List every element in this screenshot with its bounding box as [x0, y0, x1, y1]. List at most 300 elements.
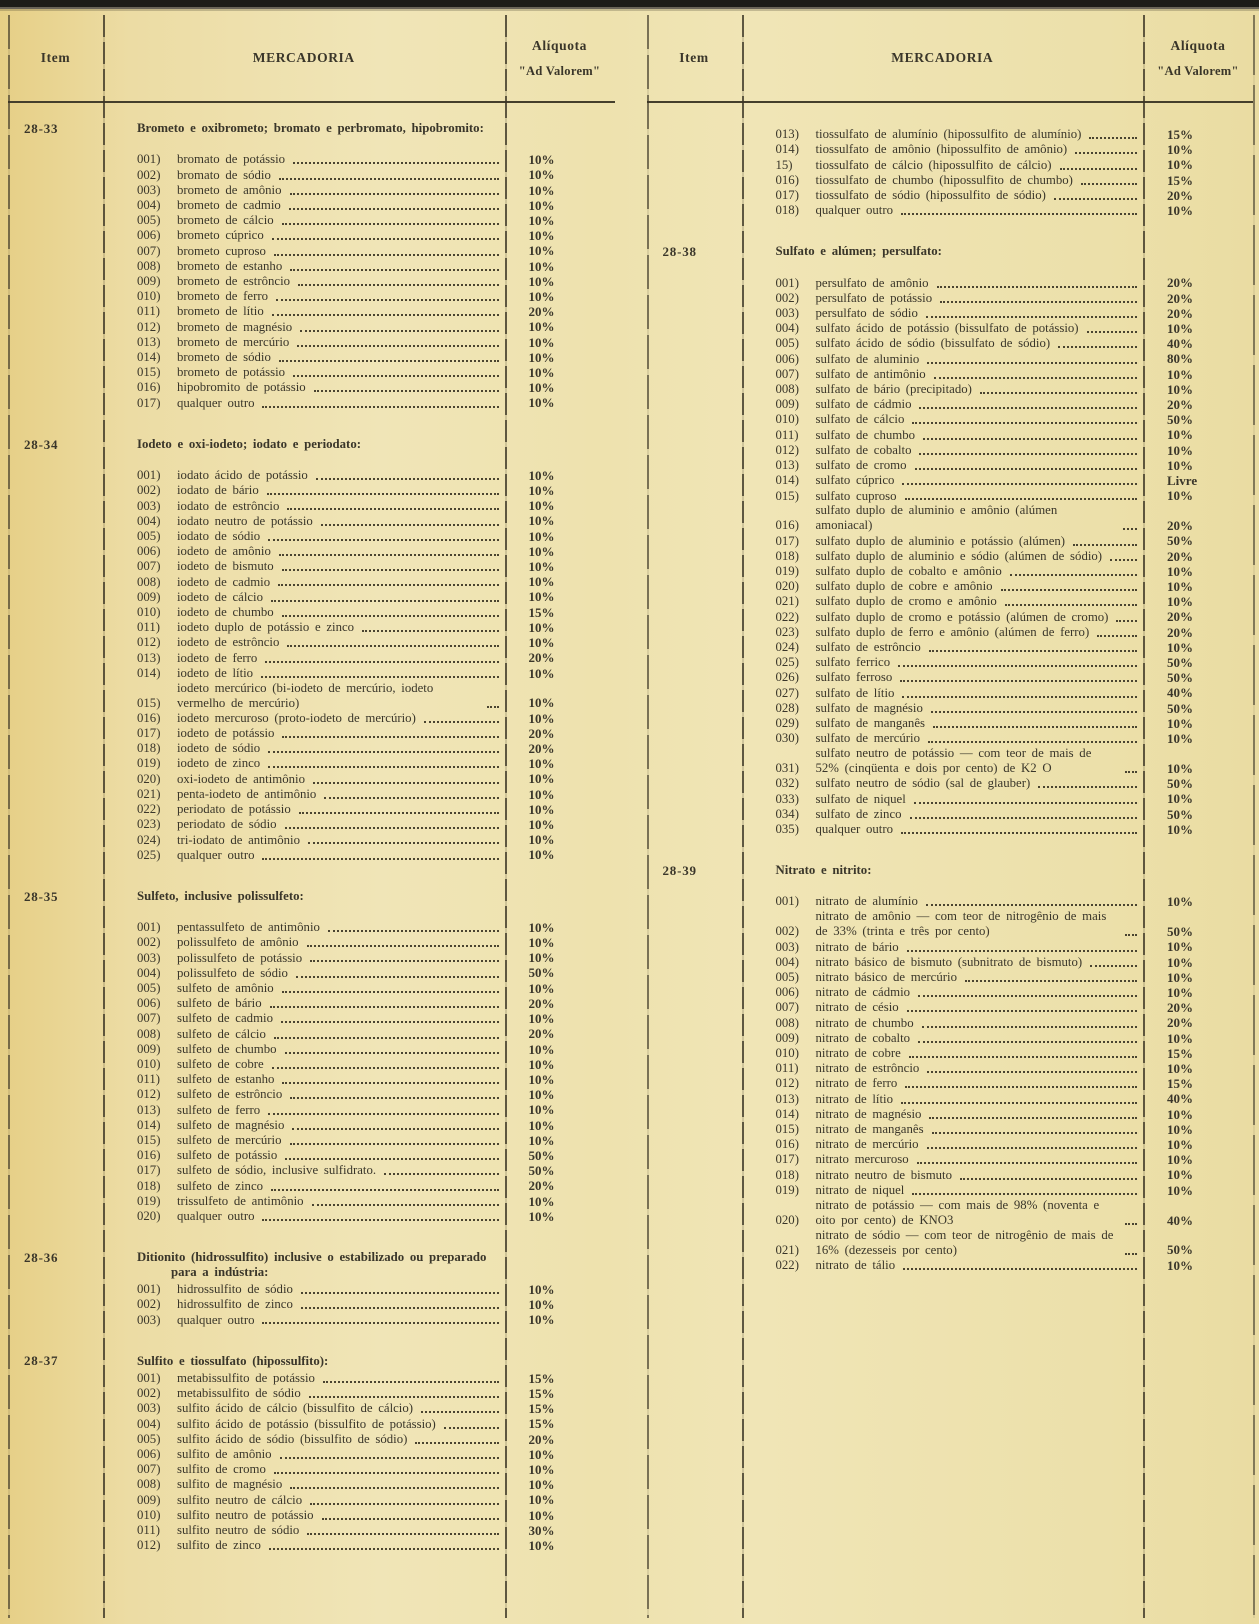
dot-leader: [900, 680, 1137, 682]
dot-leader: [912, 1193, 1137, 1195]
section-header-row: [8, 1250, 615, 1280]
table-row: [647, 1167, 1254, 1182]
row-merc-cell: [103, 848, 505, 863]
dot-leader: [914, 802, 1137, 804]
row-rate: 10%: [528, 1132, 555, 1148]
row-description: sulfito ácido de potássio (bissulfito de potássio): [177, 1416, 436, 1431]
dot-leader: [907, 950, 1137, 952]
section-title: [103, 121, 505, 136]
row-description: hidrossulfito de sódio: [177, 1282, 293, 1297]
row-description: brometo de ferro: [177, 289, 268, 304]
row-description: nitrato mercuroso: [815, 1152, 909, 1167]
row-merc-cell: [103, 1477, 505, 1492]
dot-leader: [285, 1052, 499, 1054]
row-description: trissulfeto de antimônio: [177, 1193, 304, 1208]
dot-leader: [261, 676, 498, 678]
row-merc-cell: [103, 1148, 505, 1163]
row-description: iodeto de estrôncio: [177, 635, 280, 650]
row-rate: 20%: [528, 995, 555, 1011]
row-rate: 10%: [528, 1102, 555, 1118]
dot-leader: [324, 797, 498, 799]
row-rate: 10%: [528, 919, 555, 935]
dot-leader: [278, 584, 498, 586]
row-rate: 50%: [1167, 670, 1193, 686]
row-description: metabissulfito de sódio: [177, 1386, 301, 1401]
row-number: 015): [137, 1132, 161, 1147]
dot-leader: [965, 980, 1137, 982]
dot-leader: [271, 600, 498, 602]
row-description: sulfito neutro de sódio: [177, 1522, 300, 1537]
row-description: nitrato de lítio: [815, 1091, 894, 1106]
row-merc-cell: [742, 1061, 1144, 1076]
row-description: brometo de sódio: [177, 350, 271, 365]
row-merc-cell: [103, 802, 505, 817]
row-description: pentassulfeto de antimônio: [177, 920, 320, 935]
row-rate: 10%: [528, 1492, 555, 1508]
table-row: [647, 807, 1254, 822]
table-row: [8, 198, 615, 213]
dot-leader: [307, 945, 499, 947]
row-description: sulfato ferroso: [815, 670, 893, 685]
row-rate: 40%: [1167, 1212, 1193, 1228]
row-merc-cell: [742, 1016, 1144, 1031]
dot-leader: [487, 706, 499, 708]
row-rate: 10%: [528, 589, 555, 605]
dot-leader: [1054, 198, 1137, 200]
row-rate: 10%: [1167, 939, 1193, 955]
section-code: 28-38: [662, 244, 697, 260]
row-rate: 10%: [528, 1281, 555, 1297]
row-description: nitrato de cádmio: [815, 985, 911, 1000]
section-items: [8, 468, 615, 863]
dot-leader: [290, 1097, 498, 1099]
table-row: [647, 1046, 1254, 1061]
row-merc-cell: [742, 655, 1144, 670]
section-title: [742, 244, 1144, 259]
row-number: 019): [137, 756, 161, 771]
row-description: iodeto de potássio: [177, 726, 275, 741]
table-row: [8, 1416, 615, 1431]
dot-leader: [927, 1147, 1137, 1149]
row-description: qualquer outro: [177, 847, 255, 862]
row-number: 004): [775, 321, 799, 336]
row-merc-cell: [103, 756, 505, 771]
dot-leader: [292, 1128, 498, 1130]
section-title: [103, 437, 505, 452]
section-header-row: [8, 889, 615, 904]
row-merc-cell: [103, 741, 505, 756]
table-row: [647, 1137, 1254, 1152]
row-rate: 10%: [528, 167, 555, 183]
row-rate: 20%: [528, 1178, 555, 1194]
row-rate: 10%: [1167, 1182, 1193, 1198]
row-rate: 15%: [528, 1385, 555, 1401]
row-rate: 10%: [1167, 142, 1193, 158]
row-merc-cell: [742, 955, 1144, 970]
row-rate: 10%: [528, 695, 555, 711]
row-number: 007): [137, 1462, 161, 1477]
row-merc-cell: [103, 817, 505, 832]
row-number: 013): [775, 458, 799, 473]
left-table-outer-rule: [8, 15, 10, 1618]
right-table-edge-rule: [1253, 15, 1255, 1618]
row-rate: 50%: [1167, 1242, 1193, 1258]
table-row: [647, 549, 1254, 564]
row-number: 011): [137, 1522, 160, 1537]
row-number: 029): [775, 716, 799, 731]
row-description: nitrato de cobalto: [815, 1030, 911, 1045]
row-merc-cell: [103, 559, 505, 574]
table-row: [647, 427, 1254, 442]
row-description: sulfato de magnésio: [815, 700, 923, 715]
dot-leader: [901, 1102, 1137, 1104]
row-number: 022): [775, 609, 799, 624]
row-merc-cell: [742, 412, 1144, 427]
dot-leader: [903, 1268, 1137, 1270]
table-row: [8, 1133, 615, 1148]
dot-leader: [1125, 934, 1137, 936]
row-description: sulfato ácido de potássio (bissulfato de potássio): [815, 321, 1079, 336]
row-number: 008): [137, 1477, 161, 1492]
row-merc-cell: [103, 365, 505, 380]
row-rate: 10%: [528, 498, 555, 514]
row-merc-cell: [103, 198, 505, 213]
dot-leader: [267, 493, 499, 495]
row-description: nitrato de cobre: [815, 1046, 901, 1060]
left-table-header: [8, 11, 615, 103]
row-rate: 20%: [1167, 518, 1193, 534]
dot-leader: [270, 1006, 499, 1008]
row-number: 007): [137, 559, 161, 574]
row-description: sulfato de antimônio: [815, 366, 926, 381]
row-merc-cell: [103, 529, 505, 544]
dot-leader: [268, 1113, 498, 1115]
row-description: sulfato ferrico: [815, 655, 891, 670]
table-row: [8, 920, 615, 935]
row-description: tiossulfato de sódio (hipossulfito de sódio): [815, 188, 1046, 203]
row-rate: 20%: [1167, 624, 1193, 640]
row-rate: 10%: [528, 243, 555, 259]
row-merc-cell: [103, 320, 505, 335]
row-rate: 10%: [528, 950, 555, 966]
row-rate: 10%: [1167, 954, 1193, 970]
dot-leader: [931, 711, 1137, 713]
row-merc-cell: [103, 350, 505, 365]
dot-leader: [298, 284, 498, 286]
row-description: sulfeto de amônio: [177, 980, 274, 995]
table-row: [647, 291, 1254, 306]
row-description: sulfato de cádmio: [815, 397, 912, 412]
row-rate: 10%: [528, 847, 555, 863]
dot-leader: [1038, 786, 1137, 788]
row-number: 15): [775, 157, 793, 172]
row-description: iodeto de amônio: [177, 544, 271, 559]
row-number: 007): [775, 1000, 799, 1015]
table-row: [8, 771, 615, 786]
row-rate: 50%: [1167, 533, 1193, 549]
row-description: sulfato duplo de ferro e amônio (alúmen de ferro): [815, 624, 1090, 639]
table-row: [8, 304, 615, 319]
row-merc-cell: [742, 1168, 1144, 1183]
row-number: 010): [775, 1046, 799, 1060]
row-merc-cell: [103, 483, 505, 498]
row-description: sulfeto de sódio, inclusive sulfidrato.: [177, 1163, 377, 1178]
table-row: [647, 503, 1254, 533]
row-number: 011): [137, 1072, 160, 1087]
table-row: [647, 397, 1254, 412]
row-merc-cell: [742, 909, 1144, 939]
row-merc-cell: [742, 807, 1144, 822]
table-row: [8, 1508, 615, 1523]
row-description: sulfato neutro de potássio — com teor de mais de 52% (cinqüenta e dois por cento) de K2 O: [815, 746, 1092, 776]
row-merc-cell: [742, 503, 1144, 533]
row-number: 009): [137, 1492, 161, 1507]
row-number: 019): [775, 1182, 799, 1197]
row-rate: 10%: [528, 1477, 555, 1493]
dot-leader: [1089, 137, 1137, 139]
row-description: sulfato duplo de cobalto e amônio: [815, 564, 1002, 579]
row-rate: 10%: [528, 756, 555, 772]
row-merc-cell: [742, 306, 1144, 321]
row-merc-cell: [742, 276, 1144, 291]
table-row: [8, 802, 615, 817]
row-rate: 10%: [1167, 821, 1193, 837]
dot-leader: [919, 453, 1137, 455]
row-merc-cell: [742, 1000, 1144, 1015]
dot-leader: [932, 1132, 1137, 1134]
row-number: 016): [137, 710, 161, 725]
row-number: 007): [137, 243, 161, 258]
table-row: [8, 483, 615, 498]
col-header-aliquota-line1: Alíquota: [531, 37, 588, 53]
row-merc-cell: [742, 142, 1144, 157]
row-description: qualquer outro: [177, 395, 255, 410]
row-merc-cell: [742, 716, 1144, 731]
row-merc-cell: [742, 625, 1144, 640]
dot-leader: [308, 842, 499, 844]
section-header-row: [647, 244, 1254, 259]
row-merc-cell: [103, 304, 505, 319]
row-description: brometo de lítio: [177, 304, 264, 319]
dot-leader: [980, 392, 1137, 394]
table-row: [8, 365, 615, 380]
row-description: polissulfeto de potássio: [177, 950, 303, 965]
dot-leader: [285, 827, 499, 829]
row-number: 009): [775, 397, 799, 412]
table-row: [647, 746, 1254, 776]
row-number: 014): [137, 1117, 161, 1132]
row-rate: 10%: [528, 935, 555, 951]
row-description: sulfeto de zinco: [177, 1178, 264, 1193]
dot-leader: [314, 390, 499, 392]
row-number: 017): [775, 188, 799, 203]
dot-leader: [279, 554, 499, 556]
row-description: iodato ácido de potássio: [177, 468, 308, 483]
row-rate: 10%: [528, 1087, 555, 1103]
row-merc-cell: [742, 594, 1144, 609]
row-number: 003): [137, 182, 161, 197]
table-row: [647, 275, 1254, 290]
table-row: [647, 939, 1254, 954]
dot-leader: [307, 1533, 498, 1535]
row-number: 021): [775, 1242, 799, 1257]
row-rate: 10%: [1167, 1257, 1193, 1273]
row-description: sulfito de magnésio: [177, 1477, 283, 1492]
row-number: 002): [137, 483, 161, 498]
right-table-body: [647, 103, 1254, 1273]
row-merc-cell: [103, 620, 505, 635]
dot-leader: [310, 960, 498, 962]
row-rate: 10%: [528, 1537, 555, 1553]
row-number: 017): [775, 1152, 799, 1167]
row-description: nitrato de potássio — com mais de 98% (noventa e oito por cento) de KNO3: [815, 1197, 1100, 1227]
table-row: [647, 791, 1254, 806]
table-row: [8, 666, 615, 681]
dot-leader: [415, 1442, 498, 1444]
row-rate: 10%: [1167, 457, 1193, 473]
row-description: iodato neutro de potássio: [177, 513, 313, 528]
table-row: [647, 564, 1254, 579]
row-description: sulfato cuproso: [815, 488, 897, 503]
dot-leader: [296, 976, 499, 978]
row-number: 014): [775, 473, 799, 488]
table-row: [8, 167, 615, 182]
row-number: 002): [775, 290, 799, 305]
row-description: sulfeto de chumbo: [177, 1041, 277, 1056]
row-rate: 10%: [528, 1071, 555, 1087]
table-row: [8, 1297, 615, 1312]
row-description: sulfato neutro de sódio (sal de glauber): [815, 776, 1031, 791]
table-row: [8, 1194, 615, 1209]
row-merc-cell: [103, 228, 505, 243]
dot-leader: [287, 645, 498, 647]
row-merc-cell: [742, 473, 1144, 488]
row-merc-cell: [103, 1087, 505, 1102]
row-rate: 20%: [528, 1026, 555, 1042]
dot-leader: [300, 330, 498, 332]
table-row: [647, 488, 1254, 503]
row-number: 003): [137, 950, 161, 965]
row-merc-cell: [103, 635, 505, 650]
table-row: [647, 321, 1254, 336]
section-title: [742, 863, 1144, 878]
row-number: 022): [137, 802, 161, 817]
table-row: [647, 1122, 1254, 1137]
table-row: [8, 183, 615, 198]
dot-leader: [928, 741, 1137, 743]
row-number: 011): [775, 1061, 799, 1076]
row-rate: 10%: [528, 801, 555, 817]
table-row: [647, 173, 1254, 188]
page-columns: [8, 11, 1253, 1624]
section-items: [8, 1371, 615, 1553]
row-description: sulfito neutro de potássio: [177, 1507, 314, 1522]
row-merc-cell: [103, 499, 505, 514]
row-description: bromato de potássio: [177, 152, 286, 167]
section-title: [103, 889, 505, 904]
row-description: nitrato de bário: [815, 939, 899, 954]
row-number: 008): [775, 1015, 799, 1030]
dot-leader: [309, 1396, 499, 1398]
row-description: sulfato de chumbo: [815, 427, 916, 442]
row-number: 021): [775, 594, 799, 609]
table-row: [647, 894, 1254, 909]
row-rate: 10%: [528, 467, 555, 483]
dot-leader: [444, 1427, 499, 1429]
table-row: [8, 1148, 615, 1163]
row-merc-cell: [742, 776, 1144, 791]
row-description: metabissulfito de potássio: [177, 1370, 315, 1385]
table-row: [8, 498, 615, 513]
section-title-text: Iodeto e oxi-iodeto; iodato e periodato:: [137, 436, 361, 451]
dot-leader: [285, 1158, 498, 1160]
left-table-rate-rule: [505, 15, 507, 1618]
dot-leader: [272, 1067, 499, 1069]
row-description: nitrato básico de bismuto (subnitrato de bismuto): [815, 954, 1083, 969]
row-rate: 10%: [528, 380, 555, 396]
row-merc-cell: [742, 352, 1144, 367]
row-rate: 10%: [1167, 894, 1193, 910]
table-row: [647, 701, 1254, 716]
row-merc-cell: [103, 1042, 505, 1057]
row-merc-cell: [742, 1031, 1144, 1046]
row-number: 001): [137, 152, 161, 167]
row-merc-cell: [742, 746, 1144, 776]
row-number: 020): [137, 1208, 161, 1223]
table-row: [8, 544, 615, 559]
row-rate: 10%: [1167, 579, 1193, 595]
table-row: [8, 152, 615, 167]
row-number: 003): [775, 306, 799, 321]
row-rate: 10%: [528, 1507, 555, 1523]
row-rate: 10%: [528, 543, 555, 559]
table-row: [8, 1401, 615, 1416]
table-row: [8, 847, 615, 862]
row-merc-cell: [742, 701, 1144, 716]
row-number: 012): [137, 319, 161, 334]
col-header-mercadoria: MERCADORIA: [252, 50, 355, 65]
row-description: nitrato de ferro: [815, 1076, 898, 1091]
table-row: [8, 650, 615, 665]
row-rate: 10%: [528, 152, 555, 168]
table-row: [8, 1492, 615, 1507]
dot-leader: [1125, 1223, 1137, 1225]
row-merc-cell: [742, 579, 1144, 594]
section-items: [647, 127, 1254, 218]
table-row: [8, 228, 615, 243]
row-number: 028): [775, 700, 799, 715]
row-number: 016): [137, 380, 161, 395]
dot-leader: [282, 223, 499, 225]
row-merc-cell: [742, 321, 1144, 336]
dot-leader: [299, 812, 499, 814]
row-description: nitrato de chumbo: [815, 1015, 914, 1030]
row-number: 014): [775, 142, 799, 157]
row-merc-cell: [742, 985, 1144, 1000]
row-rate: 10%: [528, 1446, 555, 1462]
row-number: 005): [775, 969, 799, 984]
table-row: [8, 335, 615, 350]
dot-leader: [1087, 331, 1137, 333]
row-merc-cell: [103, 605, 505, 620]
row-rate: 20%: [1167, 1015, 1193, 1031]
table-row: [8, 1386, 615, 1401]
table-row: [647, 1000, 1254, 1015]
row-number: 017): [137, 1163, 161, 1178]
row-description: qualquer outro: [177, 1312, 255, 1327]
table-row: [8, 574, 615, 589]
row-description: sulfeto de cobre: [177, 1056, 264, 1071]
